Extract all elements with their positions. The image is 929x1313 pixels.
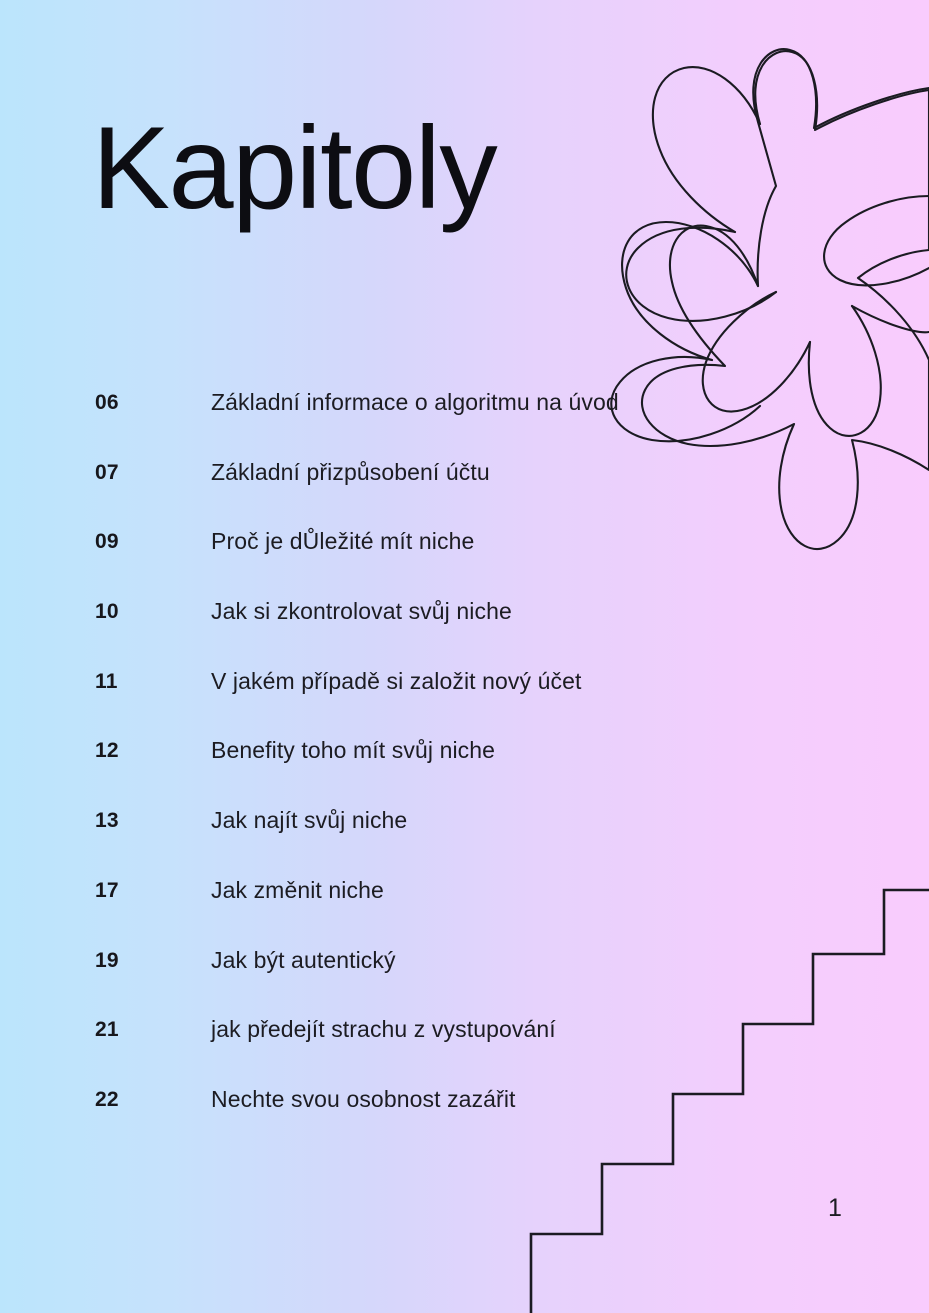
toc-page-number: 19 — [95, 948, 119, 972]
toc-entry[interactable] — [95, 458, 795, 532]
toc-entry[interactable] — [95, 528, 795, 601]
toc-entry-title: jak předejít strachu z vystupování — [211, 1016, 556, 1043]
toc-page-number: 10 — [95, 600, 119, 624]
toc-entry[interactable] — [95, 1016, 795, 1089]
toc-page-number: 17 — [95, 878, 119, 902]
toc-entry-title: Nechte svou osobnost zazářit — [211, 1085, 516, 1112]
toc-entry[interactable] — [95, 1085, 795, 1159]
toc-entry[interactable] — [95, 876, 795, 950]
toc-entry-title: Základní přizpůsobení účtu — [211, 458, 490, 485]
toc-entry-title: Základní informace o algoritmu na úvod — [211, 389, 619, 415]
table-of-contents — [95, 389, 795, 1159]
toc-page-number: 07 — [95, 460, 119, 484]
flower-outline-detail-icon — [626, 51, 929, 436]
page-number: 1 — [828, 1194, 842, 1222]
toc-page-number: 13 — [95, 809, 119, 833]
toc-entry[interactable] — [95, 667, 795, 741]
toc-entry-title: Jak si zkontrolovat svůj niche — [211, 598, 512, 625]
toc-entry-title: V jakém případě si založit nový účet — [211, 667, 582, 694]
toc-entry[interactable] — [95, 737, 795, 810]
toc-page-number: 06 — [95, 391, 119, 414]
toc-entry[interactable] — [95, 598, 795, 671]
toc-page-number: 22 — [95, 1087, 119, 1111]
toc-entry-title: Proč je dŮležité mít niche — [211, 528, 475, 555]
toc-entry-title: Benefity toho mít svůj niche — [211, 737, 496, 764]
toc-entry[interactable] — [95, 389, 795, 462]
toc-page-number: 11 — [95, 669, 118, 693]
toc-page-number: 12 — [95, 739, 119, 763]
toc-page-number: 09 — [95, 530, 119, 554]
toc-page-number: 21 — [95, 1018, 119, 1042]
toc-entry[interactable] — [95, 946, 795, 1020]
toc-entry[interactable] — [95, 807, 795, 880]
toc-entry-title: Jak najít svůj niche — [211, 807, 408, 834]
toc-entry-title: Jak změnit niche — [211, 876, 384, 903]
page-title: Kapitoly — [92, 102, 497, 233]
toc-entry-title: Jak být autentický — [211, 946, 396, 973]
